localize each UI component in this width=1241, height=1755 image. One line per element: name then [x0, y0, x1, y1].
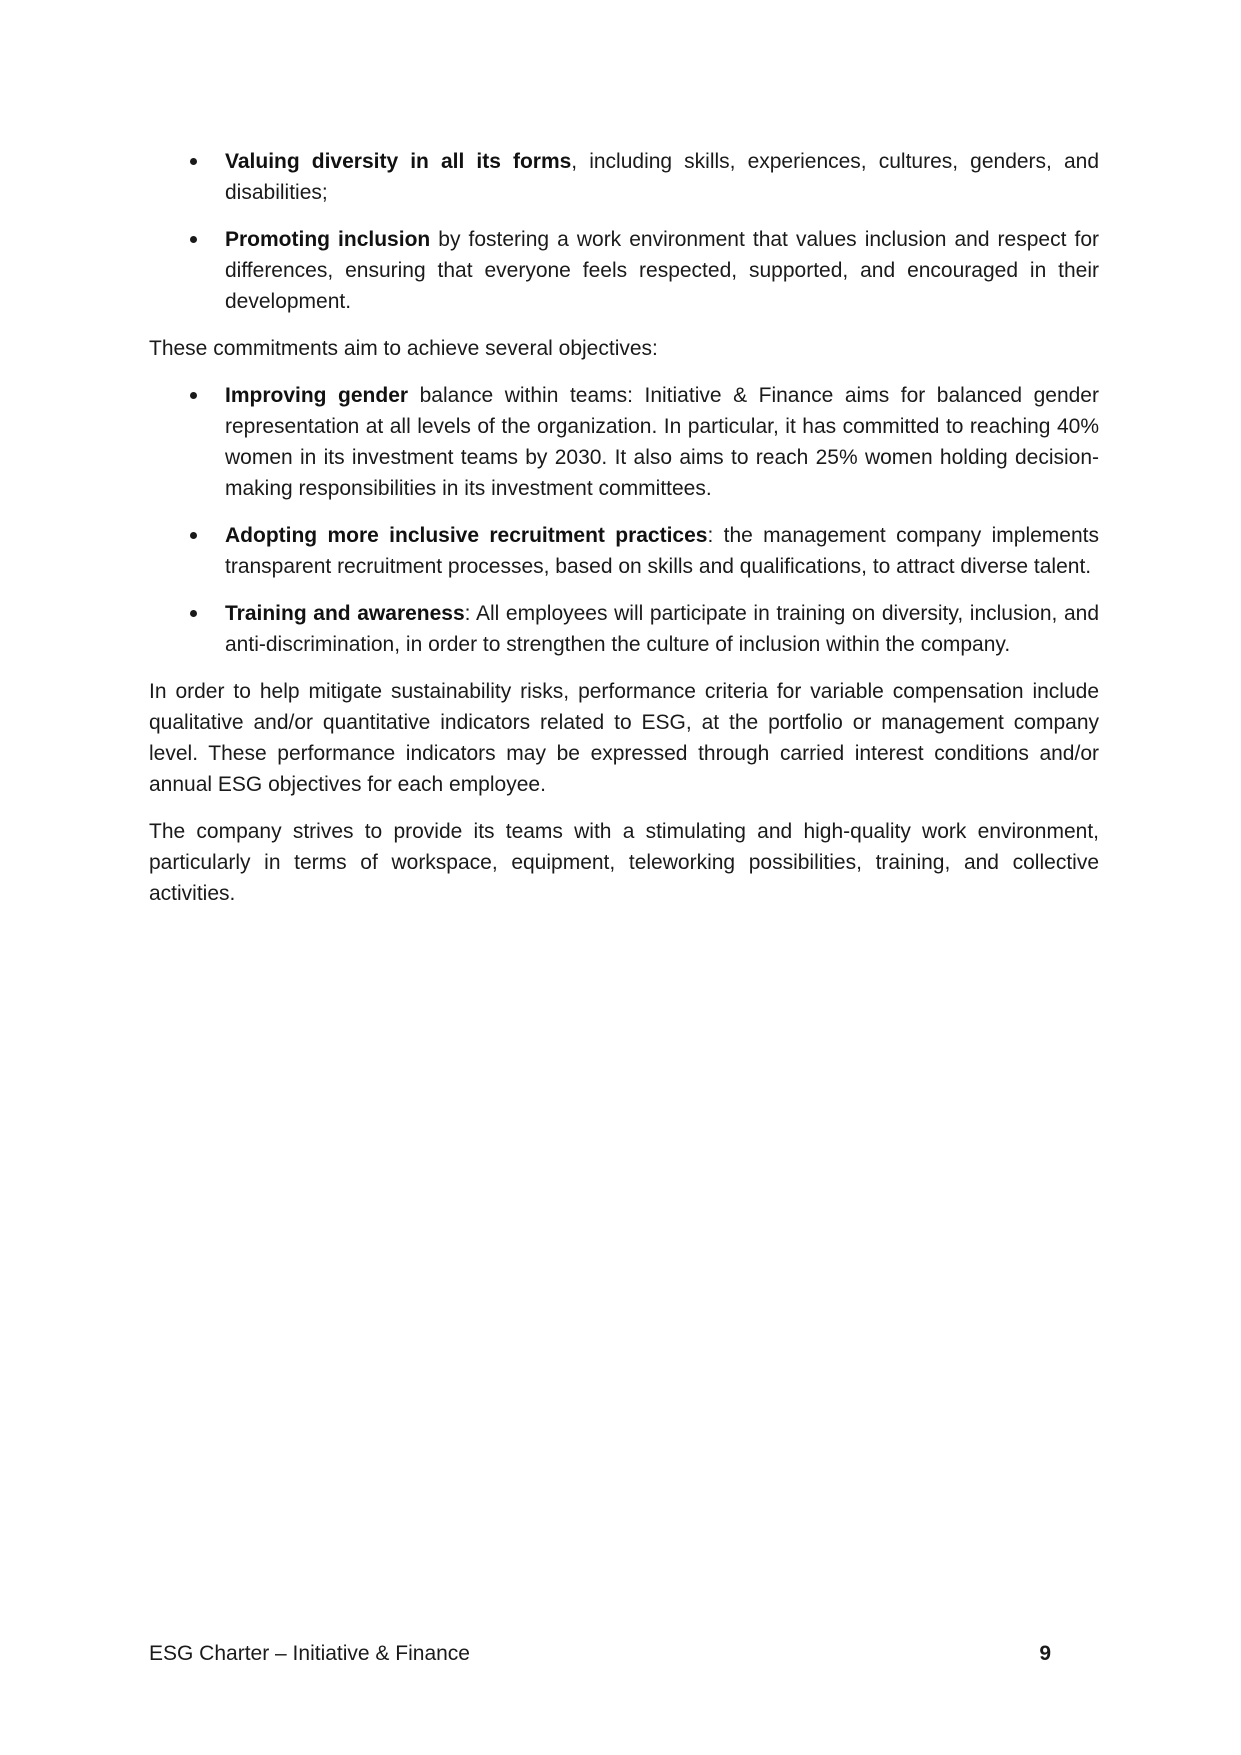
- list-item: [149, 380, 1099, 504]
- list-item: [149, 598, 1099, 660]
- list-item: [149, 224, 1099, 317]
- objectives-list: [149, 380, 1099, 660]
- list-item-heading: Promoting inclusion: [225, 228, 431, 251]
- list-item-text: balance within teams: Initiative & Finance aims for balanced gender representation at all levels of the organization. In particular, it has committed to reaching 40% women in its investment teams by 2030. It also aims to reach 25% women holding decision-making responsibilities in its investment committees.: [225, 384, 1099, 500]
- bullet-icon: [190, 392, 197, 399]
- list-item-heading: Improving gender: [225, 384, 409, 407]
- list-item: [149, 146, 1099, 208]
- list-item-heading: Training and awareness: [225, 602, 465, 625]
- bullet-icon: [190, 610, 197, 617]
- page-footer: [149, 1642, 1051, 1666]
- page-content: [149, 146, 1099, 925]
- objectives-intro: These commitments aim to achieve several objectives:: [149, 337, 658, 360]
- list-item-text: , including skills, experiences, cultures, genders, and disabilities;: [225, 150, 1099, 204]
- bullet-icon: [190, 158, 197, 165]
- bullet-icon: [190, 236, 197, 243]
- page-number: 9: [1039, 1642, 1051, 1665]
- list-item: [149, 520, 1099, 582]
- list-item-text: : All employees will participate in training on diversity, inclusion, and anti-discrimination, in order to strengthen the culture of inclusion within the company.: [225, 602, 1099, 656]
- diversity-commitments-list: [149, 146, 1099, 317]
- list-item-text: : the management company implements transparent recruitment processes, based on skills and qualifications, to attract diverse talent.: [225, 524, 1099, 578]
- footer-title: ESG Charter – Initiative & Finance: [149, 1642, 470, 1665]
- work-environment-paragraph: The company strives to provide its teams with a stimulating and high-quality work environment, particularly in terms of workspace, equipment, teleworking possibilities, training, and collective activities.: [149, 820, 1099, 905]
- list-item-heading: Adopting more inclusive recruitment practices: [225, 524, 708, 547]
- bullet-icon: [190, 532, 197, 539]
- compensation-paragraph: In order to help mitigate sustainability risks, performance criteria for variable compensation include qualitative and/or quantitative indicators related to ESG, at the portfolio or management company level. These performance indicators may be expressed through carried interest conditions and/or annual ESG objectives for each employee.: [149, 680, 1099, 796]
- list-item-heading: Valuing diversity in all its forms: [225, 150, 572, 173]
- list-item-text: by fostering a work environment that values inclusion and respect for differences, ensuring that everyone feels respected, supported, and encouraged in their development.: [225, 228, 1099, 313]
